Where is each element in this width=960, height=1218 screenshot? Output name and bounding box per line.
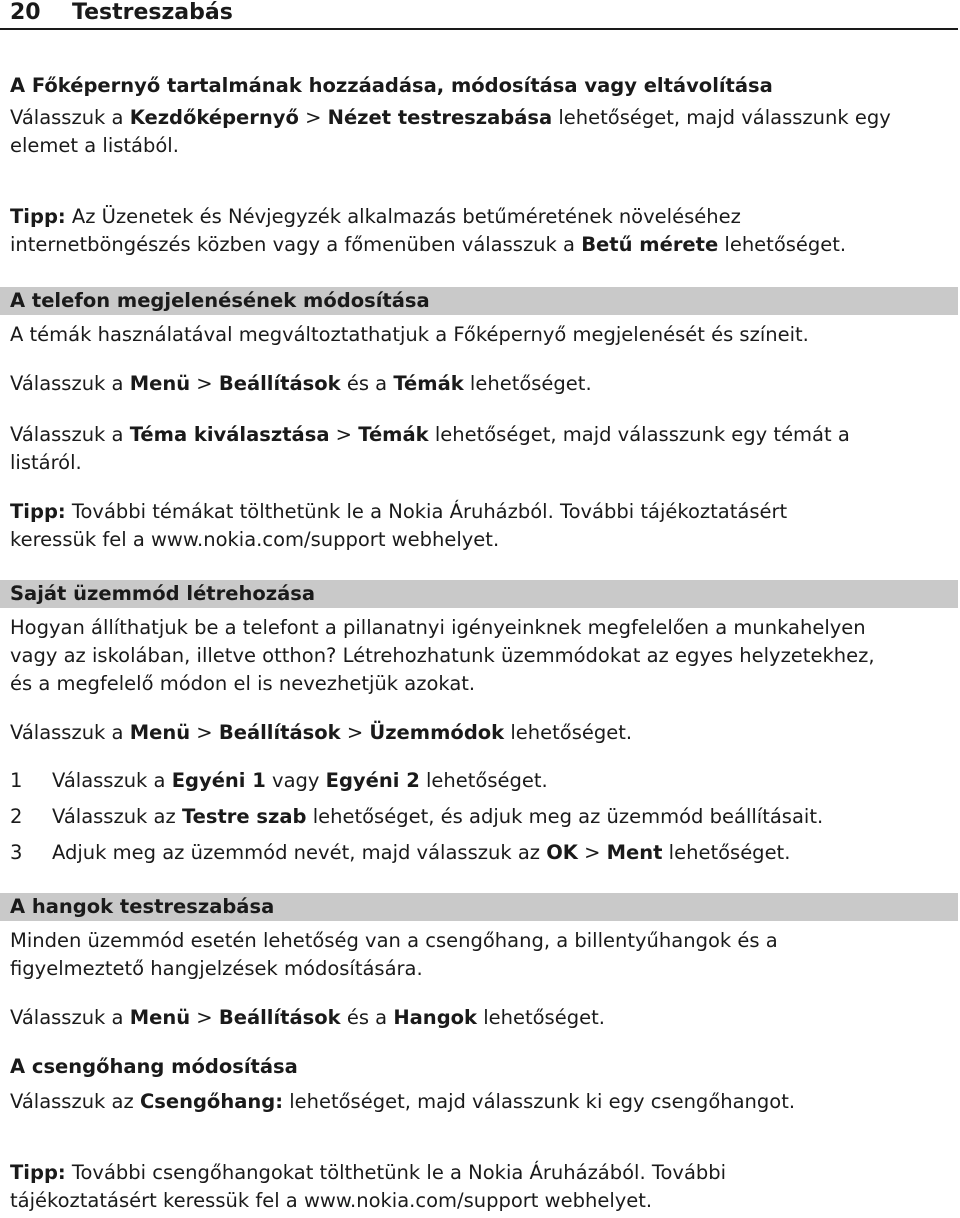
menu-term: Beállítások — [218, 372, 341, 395]
menu-term: Betű mérete — [581, 233, 719, 256]
menu-term: Témák — [358, 423, 429, 446]
text: lehetőséget. — [477, 1006, 605, 1029]
menu-term: Testre szab — [181, 805, 307, 828]
section-heading-ringtone: A csengőhang módosítása — [10, 1055, 298, 1078]
text: > — [577, 841, 607, 864]
text: Az Üzenetek és Névjegyzék alkalmazás betűméretének növeléséhez — [65, 205, 741, 228]
text: Válasszuk az — [10, 1090, 140, 1113]
step-number: 3 — [10, 841, 23, 864]
menu-term: Egyéni 2 — [325, 769, 420, 792]
menu-term: Kezdőképernyő — [129, 106, 299, 129]
menu-term: Menü — [129, 1006, 191, 1029]
text: lehetőséget. — [419, 769, 548, 792]
list-item — [10, 839, 950, 867]
text: Válasszuk a — [10, 106, 130, 129]
step-number: 1 — [10, 769, 23, 792]
step-number: 2 — [10, 805, 23, 828]
text: internetböngészés közben vagy a főmenüben válasszuk a — [10, 233, 582, 256]
tip-label: Tipp: — [10, 205, 66, 228]
tip-font-size — [10, 203, 950, 231]
text: Válasszuk a — [10, 1006, 130, 1029]
text: > — [190, 721, 219, 744]
paragraph-profile-line1: Hogyan állíthatjuk be a telefont a pillanatnyi igényeinknek megfelelően a munkahelyen — [10, 616, 866, 639]
text: lehetőséget, majd válasszunk egy — [552, 106, 891, 129]
paragraph-themes: A témák használatával megváltoztathatjuk a Főképernyő megjelenését és színeit. — [10, 323, 809, 346]
text: vagy — [265, 769, 326, 792]
paragraph-profile-line3: és a megfelelő módon el is nevezhetjük azokat. — [10, 672, 476, 695]
menu-term: Üzemmódok — [369, 721, 505, 744]
text: lehetőséget. — [718, 233, 847, 256]
menu-term: Nézet testreszabása — [327, 106, 553, 129]
menu-term: Menü — [129, 721, 191, 744]
text: és a — [340, 1006, 394, 1029]
text: Adjuk meg az üzemmód nevét, majd válasszuk az — [52, 841, 547, 864]
menu-term: Menü — [129, 372, 191, 395]
section-band-profile — [0, 580, 958, 608]
page-number: 20 — [10, 0, 41, 25]
paragraph-sounds-line2: figyelmeztető hangjelzések módosítására. — [10, 957, 423, 980]
text: > — [298, 106, 328, 129]
instruction-ringtone — [10, 1088, 950, 1116]
text: lehetőséget, majd válasszunk egy témát a — [428, 423, 850, 446]
tip-ringtones — [10, 1159, 950, 1187]
text: lehetőséget, majd válasszunk ki egy csengőhangot. — [283, 1090, 796, 1113]
menu-term: Beállítások — [218, 1006, 341, 1029]
instruction-sounds — [10, 1004, 950, 1032]
paragraph-home-screen-line2: elemet a listából. — [10, 134, 179, 157]
text: lehetőséget, és adjuk meg az üzemmód beállításait. — [306, 805, 824, 828]
tip-font-size-line2 — [10, 231, 950, 259]
text: > — [340, 721, 370, 744]
menu-term: Téma kiválasztása — [129, 423, 330, 446]
instruction-themes — [10, 370, 950, 398]
page-header — [0, 0, 958, 30]
instruction-profiles — [10, 719, 950, 747]
menu-term: Ment — [606, 841, 663, 864]
text: és a — [340, 372, 394, 395]
text: Válasszuk a — [10, 372, 130, 395]
text: > — [190, 372, 219, 395]
instruction-select-theme — [10, 421, 950, 449]
chapter-title: Testreszabás — [72, 0, 233, 25]
text: > — [329, 423, 359, 446]
menu-term: Beállítások — [218, 721, 341, 744]
paragraph-profile-line2: vagy az iskolában, illetve otthon? Létrehozhatunk üzemmódokat az egyes helyzetekhez, — [10, 644, 875, 667]
tip-themes — [10, 498, 950, 526]
list-item — [10, 767, 950, 795]
text: lehetőséget. — [662, 841, 791, 864]
text: > — [190, 1006, 219, 1029]
paragraph-home-screen — [10, 104, 950, 132]
menu-term: Egyéni 1 — [171, 769, 266, 792]
text: Válasszuk a — [10, 423, 130, 446]
text: Válasszuk a — [52, 769, 172, 792]
menu-term: Témák — [393, 372, 464, 395]
menu-term: OK — [546, 841, 578, 864]
section-heading: A hangok testreszabása — [10, 895, 275, 918]
tip-label: Tipp: — [10, 1161, 66, 1184]
text: lehetőséget. — [504, 721, 633, 744]
text: Válasszuk az — [52, 805, 182, 828]
text: Válasszuk a — [10, 721, 130, 744]
menu-term: Csengőhang: — [139, 1090, 283, 1113]
tip-label: Tipp: — [10, 500, 66, 523]
paragraph-sounds-line1: Minden üzemmód esetén lehetőség van a csengőhang, a billentyűhangok és a — [10, 929, 778, 952]
section-heading-home-screen: A Főképernyő tartalmának hozzáadása, módosítása vagy eltávolítása — [10, 74, 773, 97]
section-band-appearance — [0, 287, 958, 315]
list-item — [10, 803, 950, 831]
tip-ringtones-line2: tájékoztatásért keressük fel a www.nokia.com/support webhelyet. — [10, 1189, 653, 1212]
text: lehetőséget. — [463, 372, 592, 395]
tip-themes-line2: keressük fel a www.nokia.com/support webhelyet. — [10, 528, 500, 551]
text: További témákat tölthetünk le a Nokia Áruházból. További tájékoztatásért — [65, 500, 788, 523]
section-band-sounds — [0, 893, 958, 921]
text: További csengőhangokat tölthetünk le a Nokia Áruházából. További — [65, 1161, 727, 1184]
section-heading: A telefon megjelenésének módosítása — [10, 289, 430, 312]
section-heading: Saját üzemmód létrehozása — [10, 582, 316, 605]
menu-term: Hangok — [393, 1006, 478, 1029]
instruction-select-theme-line2: listáról. — [10, 451, 82, 474]
